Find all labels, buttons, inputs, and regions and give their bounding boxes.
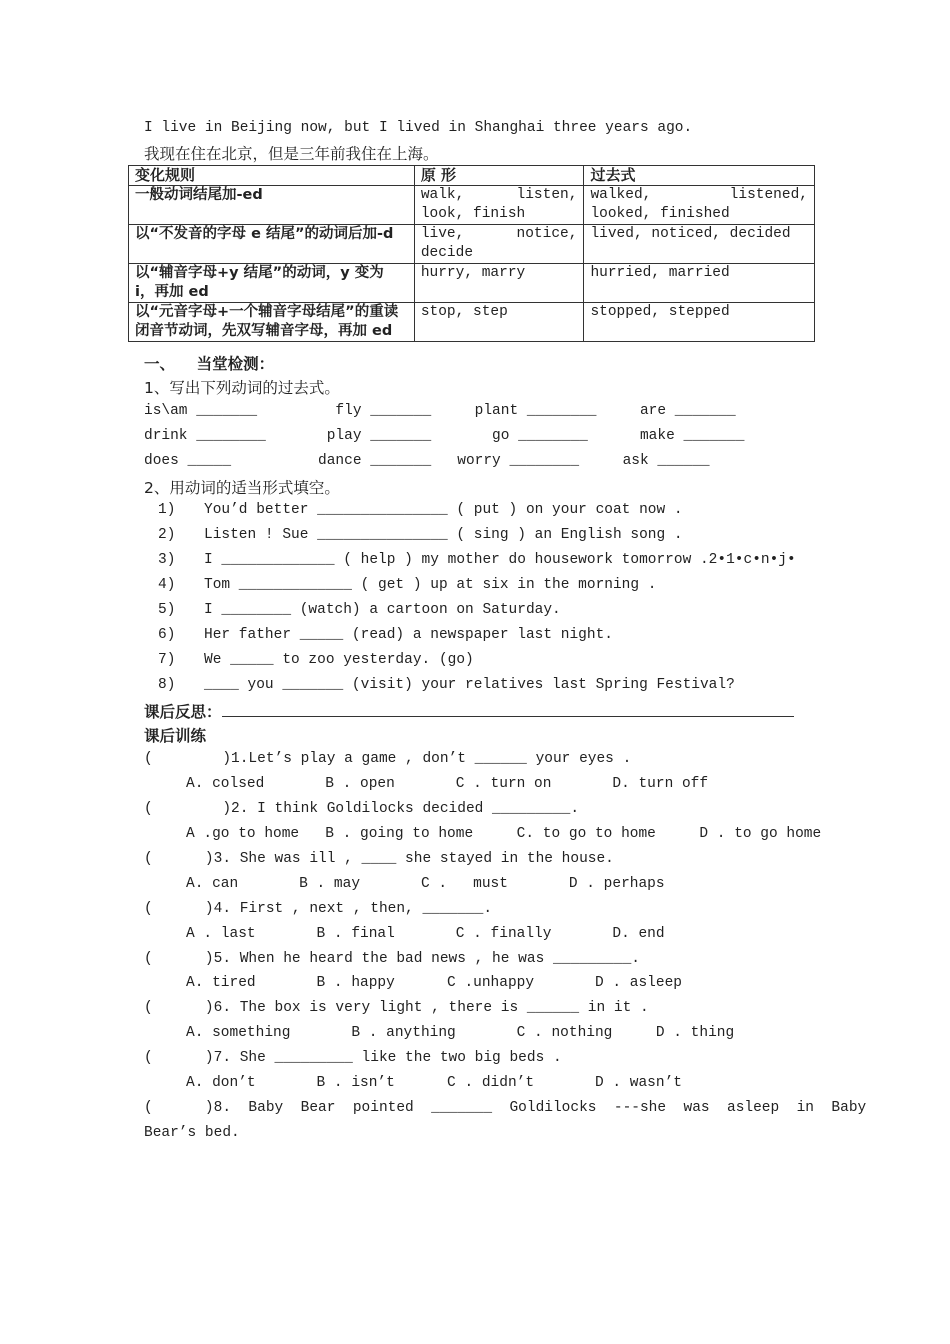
training-title: 课后训练 <box>144 727 207 745</box>
base-cell: live, notice, decide <box>414 225 584 264</box>
mcq-options: A. tired B . happy C .unhappy D . asleep <box>186 975 682 991</box>
q2-item: 1) You’d better _______________ ( put ) on your coat now . <box>158 502 683 518</box>
verb-rules-table <box>128 165 815 342</box>
mcq-options: A .go to home B . going to home C. to go to home D . to go home <box>186 826 822 842</box>
rule-cell: 以“辅音字母+y 结尾”的动词，y 变为 i，再加 ed <box>129 264 415 303</box>
mcq-question: ( )7. She _________ like the two big beds . <box>144 1050 562 1066</box>
table-header-row <box>129 166 815 186</box>
table-row <box>129 225 815 264</box>
past-cell: hurried, married <box>584 264 815 303</box>
reflection-label: 课后反思： <box>144 703 222 721</box>
mcq-question-8: ( )8. Baby Bear pointed _______ Goldilocks ---she was asleep in Baby <box>144 1100 867 1116</box>
rule-cell: 以“元音字母+一个辅音字母结尾”的重读闭音节动词，先双写辅音字母，再加 ed <box>129 303 415 342</box>
reflection-blank <box>222 702 794 717</box>
mcq-options: A. something B . anything C . nothing D . thing <box>186 1025 735 1041</box>
mcq-question: ( )6. The box is very light , there is ______ in it . <box>144 1000 649 1016</box>
mcq-options: A. can B . may C . must D . perhaps <box>186 876 665 892</box>
mcq-options: A . last B . final C . finally D. end <box>186 926 665 942</box>
base-cell: hurry, marry <box>414 264 584 303</box>
q2-item: 6) Her father _____ (read) a newspaper last night. <box>158 627 613 643</box>
table-row <box>129 186 815 225</box>
example-sentence-en: I live in Beijing now, but I lived in Shanghai three years ago. <box>144 120 693 136</box>
past-cell: lived, noticed, decided <box>584 225 815 264</box>
mcq-options: A. colsed B . open C . turn on D. turn off <box>186 776 709 792</box>
q2-item: 8) ____ you _______ (visit) your relatives last Spring Festival? <box>158 677 735 693</box>
reflection-row <box>144 700 794 722</box>
mcq-question: ( )2. I think Goldilocks decided _________. <box>144 801 580 817</box>
q1-row: drink ________ play _______ go ________ make _______ <box>144 428 745 444</box>
mcq-question: ( )1.Let’s play a game , don’t ______ your eyes . <box>144 751 632 767</box>
q1-row: does _____ dance _______ worry ________ ask ______ <box>144 453 710 469</box>
mcq-question: ( )4. First , next , then, _______. <box>144 901 493 917</box>
header-base: 原 形 <box>414 166 584 186</box>
table-row <box>129 303 815 342</box>
table-row <box>129 264 815 303</box>
mcq-options: A. don’t B . isn’t C . didn’t D . wasn’t <box>186 1075 682 1091</box>
q2-item: 2) Listen ! Sue _______________ ( sing ) an English song . <box>158 527 683 543</box>
q2-title: 2、用动词的适当形式填空。 <box>144 479 340 497</box>
mcq-question: ( )3. She was ill , ____ she stayed in the house. <box>144 851 614 867</box>
section-title: 一、 当堂检测： <box>144 355 275 373</box>
q2-item: 4) Tom _____________ ( get ) up at six in the morning . <box>158 577 657 593</box>
q2-item: 3) I _____________ ( help ) my mother do housework tomorrow .2•1•c•n•j• <box>158 552 796 568</box>
q2-item: 5) I ________ (watch) a cartoon on Saturday. <box>158 602 561 618</box>
example-sentence-zh: 我现在住在北京，但是三年前我住在上海。 <box>144 145 439 163</box>
header-rule: 变化规则 <box>129 166 415 186</box>
mcq-question-8-cont: Bear’s bed. <box>144 1125 240 1141</box>
header-past: 过去式 <box>584 166 815 186</box>
rule-cell: 一般动词结尾加-ed <box>129 186 415 225</box>
mcq-question: ( )5. When he heard the bad news , he was _________. <box>144 951 640 967</box>
q2-item: 7) We _____ to zoo yesterday. (go) <box>158 652 474 668</box>
q1-title: 1、写出下列动词的过去式。 <box>144 379 340 397</box>
past-cell: stopped, stepped <box>584 303 815 342</box>
past-cell: walked, listened, looked, finished <box>584 186 815 225</box>
base-cell: stop, step <box>414 303 584 342</box>
q1-row: is\am _______ fly _______ plant ________ are _______ <box>144 403 736 419</box>
rule-cell: 以“不发音的字母 e 结尾”的动词后加-d <box>129 225 415 264</box>
base-cell: walk, listen, look, finish <box>414 186 584 225</box>
